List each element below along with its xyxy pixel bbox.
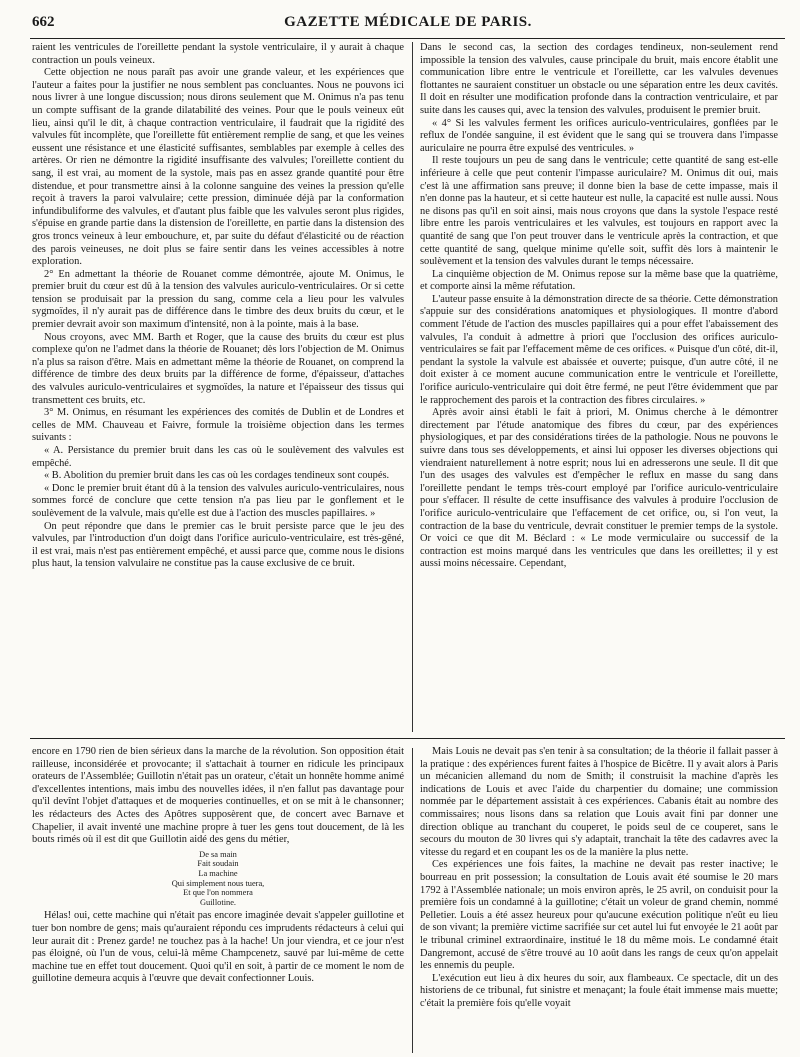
- paragraph: Dans le second cas, la section des cordages tendineux, non-seulement rend impossible la tension des valvules, cause principale du bruit, mais encore établit une communication libre entre le ventricule et l'oreillette, car les valvules devenues flottantes ne sauraient constituer un obstacle ou une séparation entre les deux cavités. Il doit en résulter une modification profonde dans la contraction ventriculaire, et par suite dans les causes qui, avec la tension des valvules, produisent le premier bruit.: [420, 42, 778, 116]
- article-column-right: [420, 42, 778, 730]
- section-rule: [30, 738, 785, 739]
- header-rule: [30, 38, 785, 39]
- paragraph: « Donc le premier bruit étant dû à la tension des valvules auriculo-ventriculaires, nous sommes forcé de conclure que cette tension n'a pas lieu par le gonflement et le soulèvement de la valvule, mais qu'elle est due à l'action des muscles papillaires. »: [32, 482, 404, 519]
- paragraph: « A. Persistance du premier bruit dans les cas où le soulèvement des valvules est empêché.: [32, 445, 404, 469]
- paragraph: « B. Abolition du premier bruit dans les cas où les cordages tendineux sont coupés.: [44, 470, 390, 482]
- paragraph: L'exécution eut lieu à dix heures du soir, aux flambeaux. Ce spectacle, dit un des historiens de ce tribunal, fut sinistre et menaçant; la foule était immense mais muette; c'était la première fois qu'elle voyait: [420, 972, 778, 1009]
- verse-line: Et que l'on nommera: [183, 888, 253, 898]
- paragraph: Nous croyons, avec MM. Barth et Roger, que la cause des bruits du cœur est plus complexe qu'on ne l'admet dans la théorie de Rouanet; dès lors l'objection de M. Onimus n'a plus sa raison d'être. Mais en admettant même la théorie de Rouanet, on comprend la différence de timbre des deux bruits par la différence de forme, d'épaisseur, d'attaches des valvules auriculo-ventriculaires et sygmoïdes, la nature et l'épaisseur des tissus qui transmettent ces bruits, etc.: [32, 331, 404, 406]
- paragraph: Cette objection ne nous paraît pas avoir une grande valeur, et les expériences que l'auteur a faites pour la justifier ne nous semblent pas concluantes. Nous ne pouvons ici nous livrer à une longue discussion; nous dirons seulement que M. Onimus n'a pas tenu un compte suffisant de la grande dilatabilité des veines. Pour que le pouls veineux eût lieu, ainsi qu'il le dit, à chaque contraction ventriculaire, il faudrait que la rigidité des valvules fût incomplète, que l'oreillette fût entièrement remplie de sang, et que les veines eussent une résistance et une élasticité suffisantes, semblables par exemple à celles des artères. Or rien ne démontre la rigidité insuffisante des valvules; l'oreillette contient du sang, il est vrai, au moment de la systole, mais pas en assez grande quantité pour être distendue, et pour transmettre ainsi à la colonne sanguine des veines la pression qu'elle reçoit à travers la paroi valvulaire; cette pression, diminuée déjà par la conformation infundibuliforme des valvules, et d'autant plus faible que les valvules seront plus rigides, s'épuise en grande partie dans la distension de l'oreillette, en partie dans la distension des gros troncs veineux à leur embouchure, et, par suite du défaut d'élasticité ou de réaction des parois veineuses, ne doit plus se faire sentir dans les veines accessibles à notre exploration.: [32, 67, 404, 268]
- column-divider: [412, 42, 413, 732]
- feuilleton-column-right: [420, 746, 778, 1054]
- paragraph: Il reste toujours un peu de sang dans le ventricule; cette quantité de sang est-elle inférieure à celle que peut contenir l'impasse auriculaire? M. Onimus dit oui, mais c'est là une affirmation sans preuve; il donne bien la base de cette impasse, mais il n'en donne pas la hauteur, et si cette hauteur est nulle, la capacité est nulle aussi. Nous ne disons pas qu'il en soit ainsi, mais nous croyons que dans la systole l'espace resté libre entre les parois ventriculaires et les valvules, est toujours en rapport avec la quantité de sang que l'on peut trouver dans le ventricule après la contraction, et que cette quantité de sang, quelque minime qu'elle soit, suffit dès lors à maintenir le soulèvement et la tension des valvules durant le temps nécessaire.: [420, 155, 778, 268]
- paragraph: Mais Louis ne devait pas s'en tenir à sa consultation; de la théorie il fallait passer à la pratique : des expériences furent faites à l'hospice de Bicêtre. Il y avait alors à Paris un mécanicien allemand du nom de Smith; il construisit la machine d'après les indications de Louis et avec l'aide du charpentier du domaine; une commission nommée par le département assistait à ces expériences. Cabanis était au nombre des commissaires; nous lisons dans sa relation que Louis avait fini par donner une direction oblique au tranchant du couperet, le poids seul de ce couperet, sans le secours du mouton de 30 livres qui s'y adaptait, tranchait la tête des cadavres avec la vitesse du regard et en coupant les os de la manière la plus nette.: [420, 746, 778, 858]
- page-number: 662: [32, 14, 55, 30]
- paragraph: raient les ventricules de l'oreillette pendant la systole ventriculaire, il y aurait à chaque contraction un pouls veineux.: [32, 42, 404, 66]
- page-header: [32, 10, 784, 36]
- feuilleton-column-left: [32, 746, 404, 1054]
- paragraph: La cinquième objection de M. Onimus repose sur la même base que la quatrième, et comporte ainsi la même réfutation.: [420, 268, 778, 293]
- paragraph: On peut répondre que dans le premier cas le bruit persiste parce que le jeu des valvules, par l'introduction d'un doigt dans l'orifice auriculo-ventriculaire, est très-gêné, il est vrai, mais n'est pas entièrement empêché, et aussi parce que, comme nous le disions plus haut, la tension valvulaire ne constitue pas la cause exclusive de ce bruit.: [32, 520, 404, 570]
- paragraph: Après avoir ainsi établi le fait à priori, M. Onimus cherche à le démontrer directement par l'étude anatomique des fibres du cœur, par des expériences physiologiques, et par des considérations tirées de la pathologie. Nous ne pouvons le suivre dans tous ses développements, et ainsi lui opposer les diverses objections qui viendraient naturellement à notre esprit; nous lui en adresserons une seule. Il dit que l'un des usages des valvules est d'empêcher le reflux en masse du sang dans l'oreillette pendant le temps très-court employé par l'orifice auriculo-ventriculaire pour s'effacer. Il résulte de cette insuffisance des valvules à produire l'occlusion de l'orifice auriculo-ventriculaire que l'effacement de cet orifice, ou, si l'on veut, la contraction de la base du ventricule, devrait constituer le premier temps de la systole. Or voici ce que dit M. Béclard : « Le mode vermiculaire ou successif de la contraction est moins marqué dans les ventricules que dans les oreillettes; il y est aussi moins nécessaire. Cependant,: [420, 407, 778, 570]
- verse-line: De sa main: [199, 849, 237, 859]
- paragraph: L'auteur passe ensuite à la démonstration directe de sa théorie. Cette démonstration s'appuie sur des considérations anatomiques et physiologiques. Il montre d'abord comment l'étude de l'action des muscles papillaires qui a pour effet l'abaissement des valvules, l'a conduit à admettre à priori que l'occlusion des orifices auriculo-ventriculaires se fait par l'effacement même de ces orifices. « Puisque d'un côté, dit-il, pendant la systole la valvule est abaissée et ouverte; puisque, d'un autre côté, il ne doit exister à ce moment aucune communication entre le ventricule et l'oreillette, l'orifice auriculo-ventriculaire qui doit être fermé, ne peut l'être évidemment que par le rapprochement des parois et la contraction des fibres circulaires. »: [420, 293, 778, 406]
- paragraph: Ces expériences une fois faites, la machine ne devait pas rester inactive; le bourreau en prit possession; la consultation de Louis avait été soumise le 20 mars 1792 à l'Assemblée nationale; un mois environ après, le 25 avril, on conduisit pour la première fois un condamné à la guillotine; c'était un voleur de grand chemin, nommé Pelletier. Louis a été assez heureux pour qu'aucune exécution politique n'eût eu lieu de son vivant; la première victime sacrifiée sur cet autel lui fut envoyée le 21 août par le tribunal criminel extraordinaire, institué le 18 du même mois. Le condamné était Dangremont, accusé de s'être trouvé au 10 août dans les rangs de ceux qu'on appelait les ennemis du peuple.: [420, 859, 778, 972]
- verse-block: [32, 850, 404, 908]
- journal-title: GAZETTE MÉDICALE DE PARIS.: [284, 14, 532, 30]
- verse-line: Guillotine.: [199, 897, 237, 907]
- paragraph: Hélas! oui, cette machine qui n'était pas encore imaginée devait s'appeler guillotine et tuer bon nombre de gens; mais qu'auraient répondu ces imprudents rédacteurs à celui qui leur aurait dit : Prenez garde! ne touchez pas à la hache! Un jour viendra, et ce jour n'est pas éloigné, où l'un de vous, celui-là même Champcenetz, sauvé par lui-même de cette machine tue en effet tout doucement. Quoi qu'il en soit, à partir de ce moment le nom de guillotine demeura acquis à l'œuvre que devait confectionner Louis.: [32, 910, 404, 985]
- verse-line: Fait soudain: [197, 859, 239, 869]
- paragraph: encore en 1790 rien de bien sérieux dans la marche de la révolution. Son opposition était railleuse, inconsidérée et provocante; il s'attachait à tourner en ridicule les principaux orateurs de l'Assemblée; Guillotin n'était pas un orateur, c'était un honnête homme animé d'excellentes intentions, mais imbu des nouvelles idées, il n'en fallut pas davantage pour qu'il devînt l'objet d'attaques et de moqueries continuelles, et on se mit à le chansonner; les rédacteurs des Actes des Apôtres supposèrent que, de concert avec Barnave et Chapelier, il avait inventé une machine propre à tuer les gens tout doucement, de là les bouts rimés où il est dit que Guillotin aidé des gens du métier,: [32, 746, 404, 846]
- paragraph: 2° En admettant la théorie de Rouanet comme démontrée, ajoute M. Onimus, le premier bruit du cœur est dû à la tension des valvules auriculo-ventriculaires. Or si cette tension se produisait par la pression du sang, comme cela a lieu pour les valvules sygmoïdes, il n'y aurait pas de différence dans le timbre des deux bruits du cœur, et le premier devrait avoir son maximum d'intensité, non à la pointe, mais à la base.: [32, 268, 404, 331]
- paragraph: « 4° Si les valvules ferment les orifices auriculo-ventriculaires, gonflées par le reflux de l'ondée sanguine, il est évident que le sang qui se trouvera dans l'impasse auriculaire ne pourra être expulsé des ventricules. »: [420, 117, 778, 154]
- verse-line: Qui simplement nous tuera,: [171, 878, 265, 888]
- column-divider: [412, 748, 413, 1053]
- verse-line: La machine: [198, 868, 238, 878]
- article-column-left: [32, 42, 404, 730]
- paragraph: 3° M. Onimus, en résumant les expériences des comités de Dublin et de Londres et celles de MM. Chauveau et Faivre, formule la troisième objection dans les termes suivants :: [32, 407, 404, 444]
